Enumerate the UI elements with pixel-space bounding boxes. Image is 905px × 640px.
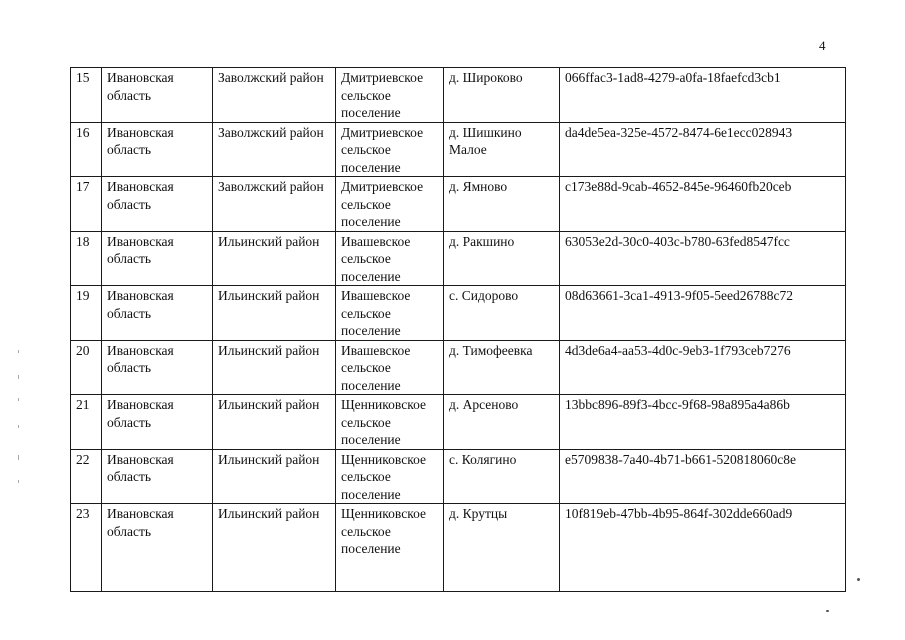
table-row: [71, 231, 846, 286]
district-cell: Ильинский район: [213, 395, 336, 450]
locality-cell: д. Ямново: [444, 177, 560, 232]
settlement-cell: Щенниковское сельское поселение: [336, 449, 444, 504]
scan-artifact: [18, 455, 19, 460]
locality-cell: с. Колягино: [444, 449, 560, 504]
district-cell: Заволжский район: [213, 122, 336, 177]
table-row: [71, 340, 846, 395]
guid-cell: 066ffac3-1ad8-4279-a0fa-18faefcd3cb1: [560, 68, 846, 123]
row-number-cell: 21: [71, 395, 102, 450]
locality-cell: с. Сидорово: [444, 286, 560, 341]
table-row: [71, 395, 846, 450]
settlement-cell: Щенниковское сельское поселение: [336, 395, 444, 450]
district-cell: Ильинский район: [213, 231, 336, 286]
district-cell: Ильинский район: [213, 340, 336, 395]
settlement-cell: Дмитриевское сельское поселение: [336, 68, 444, 123]
row-number-cell: 17: [71, 177, 102, 232]
locality-cell: д. Шишкино Малое: [444, 122, 560, 177]
district-cell: Заволжский район: [213, 177, 336, 232]
row-number-cell: 22: [71, 449, 102, 504]
table-row: [71, 68, 846, 123]
district-cell: Ильинский район: [213, 504, 336, 592]
region-cell: Ивановская область: [102, 177, 213, 232]
district-cell: Ильинский район: [213, 449, 336, 504]
scan-artifact: [826, 610, 829, 612]
guid-cell: da4de5ea-325e-4572-8474-6e1ecc028943: [560, 122, 846, 177]
locality-cell: д. Крутцы: [444, 504, 560, 592]
settlement-cell: Дмитриевское сельское поселение: [336, 122, 444, 177]
scan-artifact: [18, 480, 19, 483]
scan-artifact: [18, 350, 19, 353]
locality-registry-table: [70, 67, 846, 592]
row-number-cell: 20: [71, 340, 102, 395]
table-row: [71, 504, 846, 592]
district-cell: Ильинский район: [213, 286, 336, 341]
region-cell: Ивановская область: [102, 340, 213, 395]
locality-cell: д. Тимофеевка: [444, 340, 560, 395]
region-cell: Ивановская область: [102, 395, 213, 450]
locality-cell: д. Арсеново: [444, 395, 560, 450]
settlement-cell: Дмитриевское сельское поселение: [336, 177, 444, 232]
row-number-cell: 18: [71, 231, 102, 286]
guid-cell: 4d3de6a4-aa53-4d0c-9eb3-1f793ceb7276: [560, 340, 846, 395]
table-row: [71, 286, 846, 341]
locality-cell: д. Широково: [444, 68, 560, 123]
table-body: [71, 68, 846, 592]
row-number-cell: 19: [71, 286, 102, 341]
region-cell: Ивановская область: [102, 68, 213, 123]
row-number-cell: 23: [71, 504, 102, 592]
settlement-cell: Ивашевское сельское поселение: [336, 231, 444, 286]
guid-cell: c173e88d-9cab-4652-845e-96460fb20ceb: [560, 177, 846, 232]
region-cell: Ивановская область: [102, 504, 213, 592]
settlement-cell: Ивашевское сельское поселение: [336, 340, 444, 395]
guid-cell: 08d63661-3ca1-4913-9f05-5eed26788c72: [560, 286, 846, 341]
table-row: [71, 177, 846, 232]
scan-artifact: [18, 398, 19, 401]
guid-cell: e5709838-7a40-4b71-b661-520818060c8e: [560, 449, 846, 504]
table-row: [71, 449, 846, 504]
scan-artifact: [857, 578, 860, 581]
row-number-cell: 16: [71, 122, 102, 177]
page-number: 4: [819, 38, 826, 53]
region-cell: Ивановская область: [102, 122, 213, 177]
guid-cell: 10f819eb-47bb-4b95-864f-302dde660ad9: [560, 504, 846, 592]
row-number-cell: 15: [71, 68, 102, 123]
region-cell: Ивановская область: [102, 231, 213, 286]
table-row: [71, 122, 846, 177]
guid-cell: 13bbc896-89f3-4bcc-9f68-98a895a4a86b: [560, 395, 846, 450]
region-cell: Ивановская область: [102, 449, 213, 504]
guid-cell: 63053e2d-30c0-403c-b780-63fed8547fcc: [560, 231, 846, 286]
region-cell: Ивановская область: [102, 286, 213, 341]
scan-artifact: [18, 425, 19, 428]
locality-cell: д. Ракшино: [444, 231, 560, 286]
settlement-cell: Щенниковское сельское поселение: [336, 504, 444, 592]
settlement-cell: Ивашевское сельское поселение: [336, 286, 444, 341]
scan-artifact: [18, 375, 19, 379]
district-cell: Заволжский район: [213, 68, 336, 123]
